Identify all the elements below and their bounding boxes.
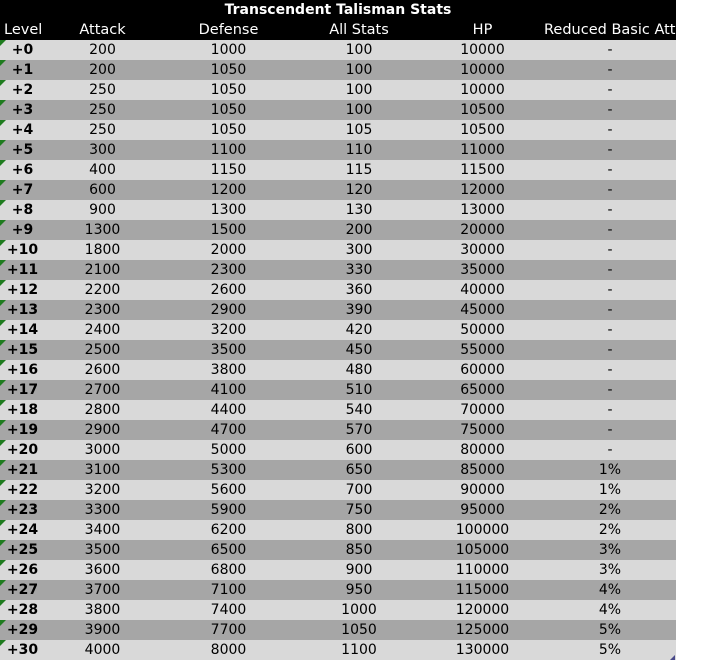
cell-attack: 200 <box>89 42 116 58</box>
cell-reduced-basic-attack: - <box>607 142 613 158</box>
cell-attack: 3000 <box>84 442 121 458</box>
cell-level: +6 <box>11 162 34 178</box>
cell-comment-flag-icon <box>0 240 6 246</box>
cell-level: +22 <box>6 482 39 498</box>
table-row <box>0 320 676 340</box>
cell-hp: 100000 <box>455 522 510 538</box>
table-row <box>0 200 676 220</box>
cell-attack: 200 <box>89 62 116 78</box>
cell-hp: 45000 <box>460 302 505 318</box>
cell-comment-flag-icon <box>0 620 6 626</box>
cell-attack: 1300 <box>84 222 121 238</box>
cell-all-stats: 100 <box>345 42 373 58</box>
cell-all-stats: 300 <box>345 242 373 258</box>
cell-attack: 250 <box>89 102 116 118</box>
cell-reduced-basic-attack: - <box>607 242 613 258</box>
table-row <box>0 180 676 200</box>
cell-attack: 300 <box>89 142 116 158</box>
cell-defense: 1000 <box>210 42 247 58</box>
cell-reduced-basic-attack: - <box>607 82 613 98</box>
cell-all-stats: 600 <box>345 442 373 458</box>
cell-comment-flag-icon <box>0 120 6 126</box>
cell-level: +0 <box>11 42 34 58</box>
cell-hp: 110000 <box>455 562 510 578</box>
cell-reduced-basic-attack: 2% <box>598 522 622 538</box>
cell-hp: 90000 <box>460 482 505 498</box>
cell-defense: 4100 <box>210 382 247 398</box>
cell-all-stats: 650 <box>345 462 373 478</box>
cell-reduced-basic-attack: - <box>607 202 613 218</box>
cell-level: +26 <box>6 562 39 578</box>
cell-attack: 2400 <box>84 322 121 338</box>
cell-attack: 2200 <box>84 282 121 298</box>
cell-all-stats: 100 <box>345 62 373 78</box>
table-row <box>0 220 676 240</box>
table-row <box>0 440 676 460</box>
cell-reduced-basic-attack: - <box>607 182 613 198</box>
cell-all-stats: 390 <box>345 302 373 318</box>
cell-reduced-basic-attack: - <box>607 102 613 118</box>
header-hp: HP <box>472 22 493 38</box>
cell-defense: 4400 <box>210 402 247 418</box>
cell-attack: 600 <box>89 182 116 198</box>
cell-all-stats: 1000 <box>341 602 377 618</box>
cell-level: +25 <box>6 542 39 558</box>
cell-reduced-basic-attack: - <box>607 302 613 318</box>
table-row <box>0 600 676 620</box>
cell-level: +23 <box>6 502 39 518</box>
table-row <box>0 540 676 560</box>
cell-defense: 6200 <box>210 522 247 538</box>
cell-hp: 12000 <box>460 182 505 198</box>
cell-comment-flag-icon <box>0 480 6 486</box>
cell-level: +21 <box>6 462 39 478</box>
cell-reduced-basic-attack: - <box>607 282 613 298</box>
cell-defense: 1150 <box>210 162 247 178</box>
cell-attack: 2800 <box>84 402 121 418</box>
cell-reduced-basic-attack: - <box>607 222 613 238</box>
cell-all-stats: 540 <box>345 402 373 418</box>
cell-attack: 2300 <box>84 302 121 318</box>
cell-attack: 3900 <box>84 622 121 638</box>
cell-comment-flag-icon <box>0 500 6 506</box>
cell-all-stats: 510 <box>345 382 373 398</box>
corner-marker-icon <box>670 655 675 660</box>
cell-hp: 13000 <box>460 202 505 218</box>
cell-hp: 95000 <box>460 502 505 518</box>
cell-defense: 2600 <box>210 282 247 298</box>
cell-all-stats: 900 <box>345 562 373 578</box>
cell-reduced-basic-attack: - <box>607 442 613 458</box>
cell-level: +5 <box>11 142 34 158</box>
table-row <box>0 120 676 140</box>
cell-level: +1 <box>11 62 34 78</box>
cell-attack: 900 <box>89 202 116 218</box>
cell-hp: 65000 <box>460 382 505 398</box>
cell-level: +12 <box>6 282 39 298</box>
cell-all-stats: 105 <box>345 122 373 138</box>
cell-defense: 1050 <box>210 82 247 98</box>
cell-hp: 20000 <box>460 222 505 238</box>
table-title: Transcendent Talisman Stats <box>0 0 676 20</box>
table-row <box>0 460 676 480</box>
cell-hp: 10000 <box>460 82 505 98</box>
cell-hp: 40000 <box>460 282 505 298</box>
cell-defense: 3500 <box>210 342 247 358</box>
cell-level: +15 <box>6 342 39 358</box>
cell-attack: 1800 <box>84 242 121 258</box>
table-row <box>0 340 676 360</box>
cell-level: +9 <box>11 222 34 238</box>
cell-all-stats: 950 <box>345 582 373 598</box>
cell-hp: 11000 <box>460 142 505 158</box>
cell-reduced-basic-attack: - <box>607 402 613 418</box>
cell-attack: 3200 <box>84 482 121 498</box>
cell-defense: 1050 <box>210 122 247 138</box>
cell-defense: 1300 <box>210 202 247 218</box>
cell-comment-flag-icon <box>0 300 6 306</box>
cell-hp: 11500 <box>460 162 505 178</box>
cell-defense: 8000 <box>210 642 247 658</box>
header-level: Level <box>4 22 43 38</box>
cell-comment-flag-icon <box>0 340 6 346</box>
table-row <box>0 240 676 260</box>
table-row <box>0 520 676 540</box>
header-row <box>0 20 701 40</box>
cell-attack: 2700 <box>84 382 121 398</box>
table-row <box>0 280 676 300</box>
cell-comment-flag-icon <box>0 160 6 166</box>
cell-defense: 3200 <box>210 322 247 338</box>
cell-level: +20 <box>6 442 39 458</box>
cell-attack: 250 <box>89 122 116 138</box>
cell-comment-flag-icon <box>0 360 6 366</box>
cell-comment-flag-icon <box>0 520 6 526</box>
cell-all-stats: 570 <box>345 422 373 438</box>
table-row <box>0 260 676 280</box>
table-row <box>0 420 676 440</box>
cell-all-stats: 110 <box>345 142 373 158</box>
cell-comment-flag-icon <box>0 580 6 586</box>
cell-all-stats: 420 <box>345 322 373 338</box>
cell-level: +30 <box>6 642 39 658</box>
cell-defense: 1500 <box>210 222 247 238</box>
cell-hp: 55000 <box>460 342 505 358</box>
cell-attack: 3600 <box>84 562 121 578</box>
cell-hp: 10500 <box>460 122 505 138</box>
cell-reduced-basic-attack: - <box>607 42 613 58</box>
table-body <box>0 40 676 660</box>
cell-hp: 105000 <box>455 542 510 558</box>
cell-level: +7 <box>11 182 34 198</box>
cell-attack: 3800 <box>84 602 121 618</box>
cell-attack: 2900 <box>84 422 121 438</box>
table-row <box>0 40 676 60</box>
cell-hp: 125000 <box>455 622 510 638</box>
cell-defense: 1200 <box>210 182 247 198</box>
table-row <box>0 300 676 320</box>
cell-hp: 115000 <box>455 582 510 598</box>
cell-defense: 5000 <box>210 442 247 458</box>
table-row <box>0 160 676 180</box>
cell-all-stats: 100 <box>345 82 373 98</box>
cell-hp: 10500 <box>460 102 505 118</box>
table-row <box>0 100 676 120</box>
cell-defense: 5900 <box>210 502 247 518</box>
cell-comment-flag-icon <box>0 140 6 146</box>
cell-hp: 70000 <box>460 402 505 418</box>
table-row <box>0 60 676 80</box>
cell-hp: 30000 <box>460 242 505 258</box>
cell-hp: 10000 <box>460 42 505 58</box>
cell-all-stats: 700 <box>345 482 373 498</box>
cell-comment-flag-icon <box>0 640 6 646</box>
cell-attack: 3400 <box>84 522 121 538</box>
cell-defense: 1050 <box>210 102 247 118</box>
cell-all-stats: 115 <box>345 162 373 178</box>
cell-hp: 10000 <box>460 62 505 78</box>
cell-defense: 7700 <box>210 622 247 638</box>
cell-all-stats: 800 <box>345 522 373 538</box>
cell-hp: 80000 <box>460 442 505 458</box>
cell-reduced-basic-attack: 3% <box>598 562 622 578</box>
cell-level: +10 <box>6 242 39 258</box>
header-attack: Attack <box>79 22 126 38</box>
cell-all-stats: 130 <box>345 202 373 218</box>
cell-reduced-basic-attack: 5% <box>598 622 622 638</box>
cell-reduced-basic-attack: - <box>607 422 613 438</box>
header-all-stats: All Stats <box>329 22 389 38</box>
cell-comment-flag-icon <box>0 200 6 206</box>
cell-defense: 1050 <box>210 62 247 78</box>
cell-comment-flag-icon <box>0 420 6 426</box>
cell-all-stats: 1100 <box>341 642 377 658</box>
cell-defense: 7100 <box>210 582 247 598</box>
cell-defense: 1100 <box>210 142 247 158</box>
cell-defense: 2900 <box>210 302 247 318</box>
cell-attack: 2500 <box>84 342 121 358</box>
cell-reduced-basic-attack: 4% <box>598 582 622 598</box>
cell-comment-flag-icon <box>0 280 6 286</box>
cell-hp: 75000 <box>460 422 505 438</box>
cell-all-stats: 1050 <box>341 622 377 638</box>
cell-level: +28 <box>6 602 39 618</box>
cell-reduced-basic-attack: - <box>607 62 613 78</box>
cell-reduced-basic-attack: - <box>607 382 613 398</box>
cell-reduced-basic-attack: - <box>607 262 613 278</box>
cell-level: +4 <box>11 122 34 138</box>
cell-comment-flag-icon <box>0 220 6 226</box>
cell-all-stats: 100 <box>345 102 373 118</box>
cell-comment-flag-icon <box>0 400 6 406</box>
cell-level: +3 <box>11 102 34 118</box>
cell-reduced-basic-attack: - <box>607 322 613 338</box>
cell-defense: 5600 <box>210 482 247 498</box>
cell-all-stats: 200 <box>345 222 373 238</box>
cell-defense: 2000 <box>210 242 247 258</box>
cell-attack: 3300 <box>84 502 121 518</box>
cell-attack: 4000 <box>84 642 121 658</box>
cell-defense: 5300 <box>210 462 247 478</box>
cell-level: +11 <box>6 262 39 278</box>
cell-reduced-basic-attack: 1% <box>598 482 622 498</box>
cell-defense: 6500 <box>210 542 247 558</box>
table-row <box>0 480 676 500</box>
cell-reduced-basic-attack: - <box>607 342 613 358</box>
cell-all-stats: 360 <box>345 282 373 298</box>
cell-comment-flag-icon <box>0 40 6 46</box>
cell-attack: 2600 <box>84 362 121 378</box>
cell-comment-flag-icon <box>0 380 6 386</box>
cell-all-stats: 750 <box>345 502 373 518</box>
cell-hp: 35000 <box>460 262 505 278</box>
cell-reduced-basic-attack: - <box>607 362 613 378</box>
cell-comment-flag-icon <box>0 320 6 326</box>
cell-defense: 2300 <box>210 262 247 278</box>
cell-level: +18 <box>6 402 39 418</box>
cell-reduced-basic-attack: 1% <box>598 462 622 478</box>
cell-level: +27 <box>6 582 39 598</box>
cell-all-stats: 480 <box>345 362 373 378</box>
cell-comment-flag-icon <box>0 100 6 106</box>
cell-level: +2 <box>11 82 34 98</box>
cell-all-stats: 120 <box>345 182 373 198</box>
cell-comment-flag-icon <box>0 440 6 446</box>
table-row <box>0 580 676 600</box>
cell-level: +29 <box>6 622 39 638</box>
table-row <box>0 620 676 640</box>
cell-comment-flag-icon <box>0 180 6 186</box>
cell-all-stats: 330 <box>345 262 373 278</box>
cell-comment-flag-icon <box>0 600 6 606</box>
header-defense: Defense <box>198 22 259 38</box>
cell-comment-flag-icon <box>0 560 6 566</box>
cell-level: +16 <box>6 362 39 378</box>
table-row <box>0 80 676 100</box>
header-reduced-basic-attack: Reduced Basic Attack <box>544 22 701 38</box>
cell-all-stats: 850 <box>345 542 373 558</box>
cell-level: +17 <box>6 382 39 398</box>
cell-reduced-basic-attack: - <box>607 122 613 138</box>
cell-level: +19 <box>6 422 39 438</box>
table-row <box>0 140 676 160</box>
cell-attack: 2100 <box>84 262 121 278</box>
cell-level: +24 <box>6 522 39 538</box>
table-row <box>0 400 676 420</box>
cell-attack: 250 <box>89 82 116 98</box>
cell-defense: 4700 <box>210 422 247 438</box>
cell-comment-flag-icon <box>0 460 6 466</box>
table-row <box>0 500 676 520</box>
cell-reduced-basic-attack: 5% <box>598 642 622 658</box>
cell-defense: 7400 <box>210 602 247 618</box>
cell-reduced-basic-attack: 3% <box>598 542 622 558</box>
cell-hp: 60000 <box>460 362 505 378</box>
cell-comment-flag-icon <box>0 80 6 86</box>
cell-level: +8 <box>11 202 34 218</box>
cell-attack: 3500 <box>84 542 121 558</box>
cell-comment-flag-icon <box>0 540 6 546</box>
cell-attack: 400 <box>89 162 116 178</box>
cell-attack: 3700 <box>84 582 121 598</box>
cell-defense: 6800 <box>210 562 247 578</box>
table-row <box>0 560 676 580</box>
cell-reduced-basic-attack: 4% <box>598 602 622 618</box>
cell-comment-flag-icon <box>0 60 6 66</box>
cell-hp: 50000 <box>460 322 505 338</box>
table-row <box>0 640 676 660</box>
table-row <box>0 380 676 400</box>
cell-level: +14 <box>6 322 39 338</box>
cell-hp: 120000 <box>455 602 510 618</box>
cell-all-stats: 450 <box>345 342 373 358</box>
cell-attack: 3100 <box>84 462 121 478</box>
table-row <box>0 360 676 380</box>
cell-level: +13 <box>6 302 39 318</box>
cell-reduced-basic-attack: 2% <box>598 502 622 518</box>
cell-hp: 85000 <box>460 462 505 478</box>
cell-hp: 130000 <box>455 642 510 658</box>
cell-comment-flag-icon <box>0 260 6 266</box>
cell-reduced-basic-attack: - <box>607 162 613 178</box>
cell-defense: 3800 <box>210 362 247 378</box>
